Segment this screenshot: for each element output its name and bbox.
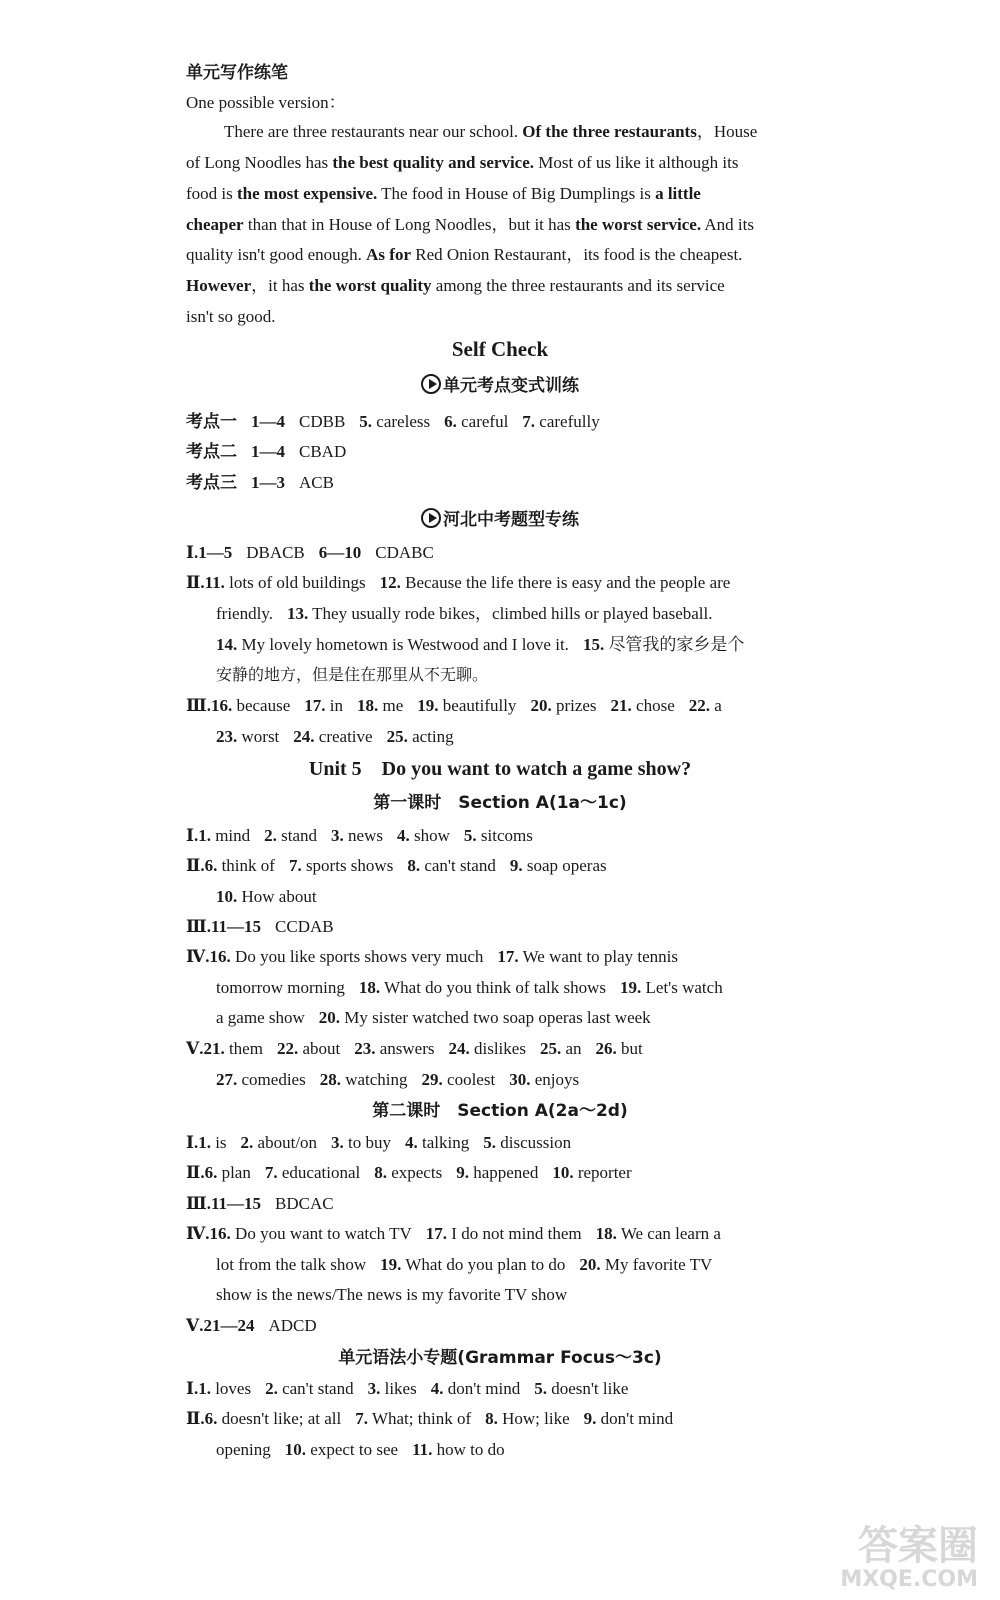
grammar-heading: 单元语法小专题(Grammar Focus～3c) xyxy=(338,1348,662,1368)
essay-line: food is the most expensive. The food in House of Big Dumplings is a little xyxy=(186,184,701,203)
answer-row: 安静的地方，但是住在那里从不无聊。 xyxy=(216,665,489,684)
essay-line: quality isn't good enough. As for Red Onion Restaurant，its food is the cheapest. xyxy=(186,245,743,264)
self-check-title: Self Check xyxy=(451,337,549,361)
section-heading: 河北中考题型专练 xyxy=(0,508,1000,531)
answer-row: Ⅰ.1. loves 2. can't stand 3. likes 4. don't mind 5. doesn't like xyxy=(186,1379,629,1398)
answer-row: Ⅴ.21. them 22. about 23. answers 24. dislikes 25. an 26. but xyxy=(186,1039,643,1058)
lesson-heading: 第二课时 Section A(2a～2d) xyxy=(372,1101,628,1121)
answer-row: Ⅲ.16. because 17. in 18. me 19. beautifully 20. prizes 21. chose 22. a xyxy=(186,696,722,715)
answer-row: Ⅴ.21—24 ADCD xyxy=(186,1316,317,1335)
answer-row: a game show 20. My sister watched two soap operas last week xyxy=(216,1008,651,1027)
essay-line: There are three restaurants near our school. Of the three restaurants，House xyxy=(224,122,758,141)
essay-line: However，it has the worst quality among the three restaurants and its service xyxy=(186,276,725,295)
answer-row: friendly. 13. They usually rode bikes，climbed hills or played baseball. xyxy=(216,604,713,623)
answer-row: 考点二 1—4 CBAD xyxy=(186,442,347,462)
answer-row: Ⅱ.11. lots of old buildings 12. Because the life there is easy and the people are xyxy=(186,573,731,592)
answer-row: Ⅰ.1. is 2. about/on 3. to buy 4. talking 5. discussion xyxy=(186,1133,572,1152)
answer-row: Ⅱ.6. think of 7. sports shows 8. can't stand 9. soap operas xyxy=(186,856,607,875)
answer-row: 27. comedies 28. watching 29. coolest 30. enjoys xyxy=(216,1070,580,1089)
answer-row: Ⅱ.6. doesn't like; at all 7. What; think of 8. How; like 9. don't mind xyxy=(186,1409,674,1428)
essay-line: isn't so good. xyxy=(186,307,276,326)
lesson-heading: 第一课时 Section A(1a～1c) xyxy=(373,793,627,813)
answer-row: Ⅲ.11—15 BDCAC xyxy=(186,1194,334,1213)
answer-row: 10. How about xyxy=(216,887,317,906)
watermark-url: MXQE.COM xyxy=(840,1567,978,1592)
answer-row: Ⅱ.6. plan 7. educational 8. expects 9. happened 10. reporter xyxy=(186,1163,632,1182)
unit-title: Unit 5 Do you want to watch a game show? xyxy=(308,758,692,780)
answer-row: lot from the talk show 19. What do you plan to do 20. My favorite TV xyxy=(216,1255,713,1274)
answer-row: Ⅲ.11—15 CCDAB xyxy=(186,917,334,936)
answer-row: 考点一 1—4 CDBB 5. careless 6. careful 7. carefully xyxy=(186,412,600,432)
section-heading: 单元考点变式训练 xyxy=(0,374,1000,397)
answer-row: tomorrow morning 18. What do you think of talk shows 19. Let's watch xyxy=(216,978,723,997)
answer-row: opening 10. expect to see 11. how to do xyxy=(216,1440,505,1459)
writing-intro: One possible version： xyxy=(186,93,346,112)
essay-line: of Long Noodles has the best quality and service. Most of us like it although its xyxy=(186,153,739,172)
answer-row: 考点三 1—3 ACB xyxy=(186,473,334,493)
answer-row: Ⅰ.1. mind 2. stand 3. news 4. show 5. sitcoms xyxy=(186,826,533,845)
watermark-logo xyxy=(840,1524,978,1592)
answer-row: 23. worst 24. creative 25. acting xyxy=(216,727,454,746)
arrow-right-icon xyxy=(421,508,441,528)
answer-row: Ⅳ.16. Do you want to watch TV 17. I do not mind them 18. We can learn a xyxy=(186,1224,721,1243)
answer-row: show is the news/The news is my favorite TV show xyxy=(216,1285,568,1304)
essay-line: cheaper than that in House of Long Noodles，but it has the worst service. And its xyxy=(186,215,754,234)
writing-heading: 单元写作练笔 xyxy=(186,63,288,83)
answer-row: 14. My lovely hometown is Westwood and I love it. 15. 尽管我的家乡是个 xyxy=(216,635,745,654)
answer-row: Ⅳ.16. Do you like sports shows very much 17. We want to play tennis xyxy=(186,947,678,966)
arrow-right-icon xyxy=(421,374,441,394)
answer-row: Ⅰ.1—5 DBACB 6—10 CDABC xyxy=(186,543,434,562)
watermark-text: 答案圈 xyxy=(858,1523,978,1569)
